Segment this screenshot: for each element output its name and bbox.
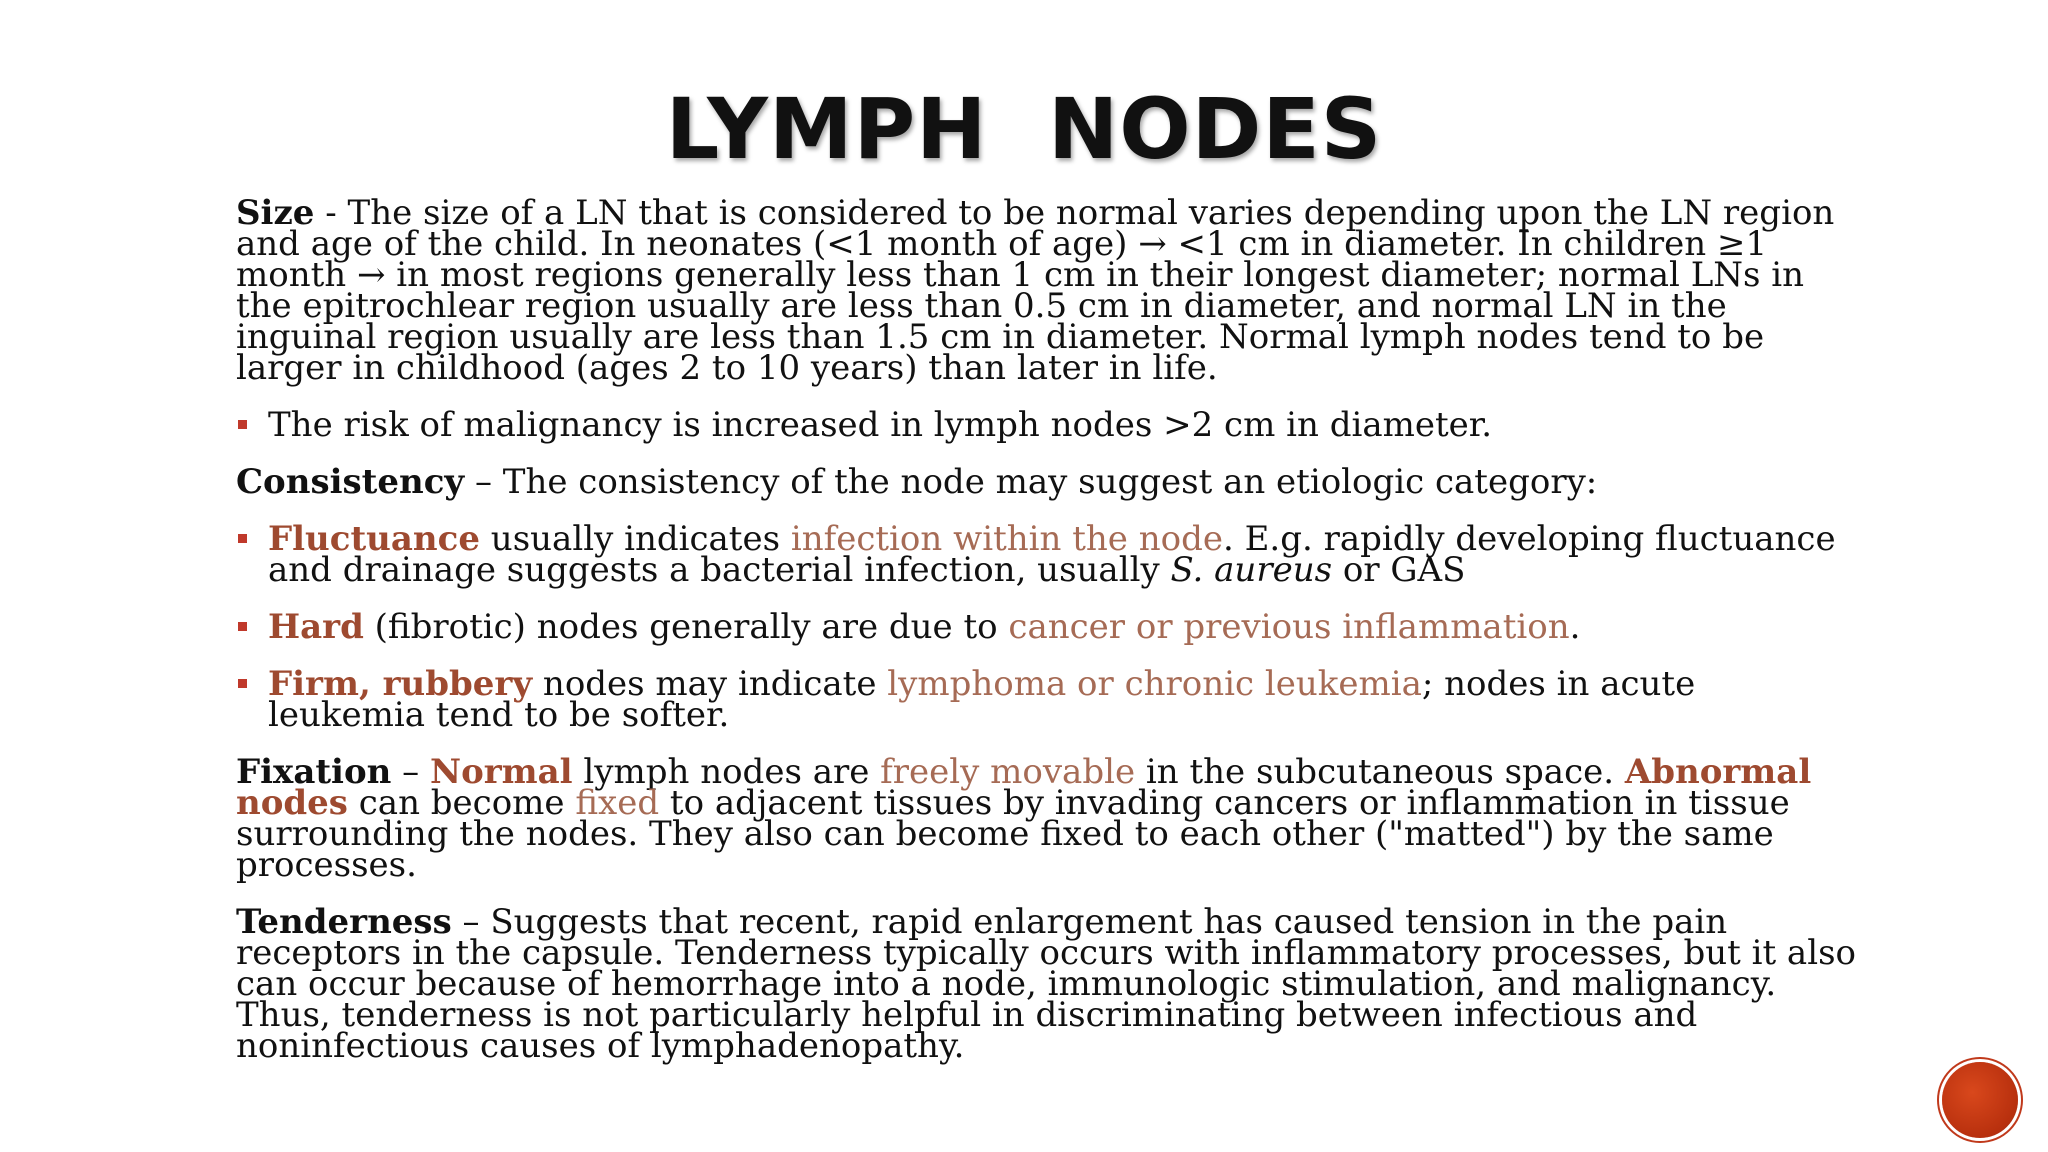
hard-text-2: .	[1569, 607, 1581, 647]
fluctuance-term: Fluctuance	[268, 519, 480, 559]
bullet-malignancy-risk	[236, 405, 1856, 445]
fixation-text-1: –	[391, 752, 430, 792]
tenderness-text: – Suggests that recent, rapid enlargement has caused tension in the pain receptors in the capsule. Tenderness typically occurs with inflammatory processes, but it also can occur because of hemorrhage into a node, immunologic stimulation, and malignancy. Thus, tenderness is not particularly helpful in discriminating between infectious and noninfectious causes of lymphadenopathy.	[236, 902, 1856, 1066]
fixation-accent-fixed: fixed	[575, 783, 660, 823]
consistency-text: – The consistency of the node may suggest an etiologic category:	[464, 462, 1598, 502]
tenderness-term: Tenderness	[236, 902, 452, 942]
bullet-malignancy-text: The risk of malignancy is increased in lymph nodes >2 cm in diameter.	[268, 405, 1493, 445]
bullet-firm-rubbery	[236, 664, 1856, 735]
bullet-square-icon	[238, 534, 247, 543]
circle-button-icon[interactable]	[1942, 1062, 2018, 1138]
fluctuance-text-1: usually indicates	[480, 519, 791, 559]
fixation-paragraph	[236, 752, 1856, 885]
hard-term: Hard	[268, 607, 364, 647]
size-text: - The size of a LN that is considered to be normal varies depending upon the LN region and age of the child. In neonates (<1 month of age) → <1 cm in diameter. In children ≥1 month → in most regions generally less than 1 cm in their longest diameter; normal LNs in the epitrochlear region usually are less than 0.5 cm in diameter, and normal LN in the inguinal region usually are less than 1.5 cm in diameter. Normal lymph nodes tend to be larger in childhood (ages 2 to 10 years) than later in life.	[236, 193, 1835, 388]
firm-rubbery-text-2: ; nodes in acute leukemia tend to be softer.	[268, 664, 1696, 735]
firm-rubbery-text-1: nodes may indicate	[532, 664, 888, 704]
consistency-paragraph	[236, 462, 1856, 502]
fixation-text-3: in the subcutaneous space.	[1135, 752, 1625, 792]
slide-content	[236, 193, 1856, 1088]
tenderness-paragraph	[236, 902, 1856, 1066]
fluctuance-text-2: . E.g. rapidly developing fluctuance and drainage suggests a bacterial infection, usually	[268, 519, 1836, 590]
firm-rubbery-term: Firm, rubbery	[268, 664, 533, 704]
fixation-accent-abnormal: Abnormal nodes	[236, 752, 1812, 823]
fixation-accent-movable: freely movable	[880, 752, 1136, 792]
fixation-term: Fixation	[236, 752, 392, 792]
fixation-text-2: lymph nodes are	[572, 752, 881, 792]
hard-text-1: (fibrotic) nodes generally are due to	[363, 607, 1009, 647]
fluctuance-organism: S. aureus	[1170, 550, 1333, 590]
fixation-text-4: can become	[347, 783, 576, 823]
bullet-square-icon	[238, 622, 247, 631]
slide-title: LYMPH NODES	[665, 80, 1383, 178]
bullet-fluctuance	[236, 519, 1856, 590]
firm-rubbery-accent: lymphoma or chronic leukemia	[887, 664, 1422, 704]
size-term: Size	[236, 193, 315, 233]
fluctuance-text-3: or GAS	[1332, 550, 1466, 590]
consistency-term: Consistency	[236, 462, 465, 502]
hard-accent: cancer or previous inflammation	[1008, 607, 1570, 647]
bullet-square-icon	[238, 679, 247, 688]
fluctuance-accent: infection within the node	[790, 519, 1223, 559]
size-paragraph	[236, 193, 1856, 388]
fixation-text-5: to adjacent tissues by invading cancers or inflammation in tissue surrounding the nodes. They also can become fixed to each other ("matted") by the same processes.	[236, 783, 1790, 885]
bullet-hard	[236, 607, 1856, 647]
fixation-accent-normal: Normal	[430, 752, 573, 792]
bullet-square-icon	[238, 420, 247, 429]
